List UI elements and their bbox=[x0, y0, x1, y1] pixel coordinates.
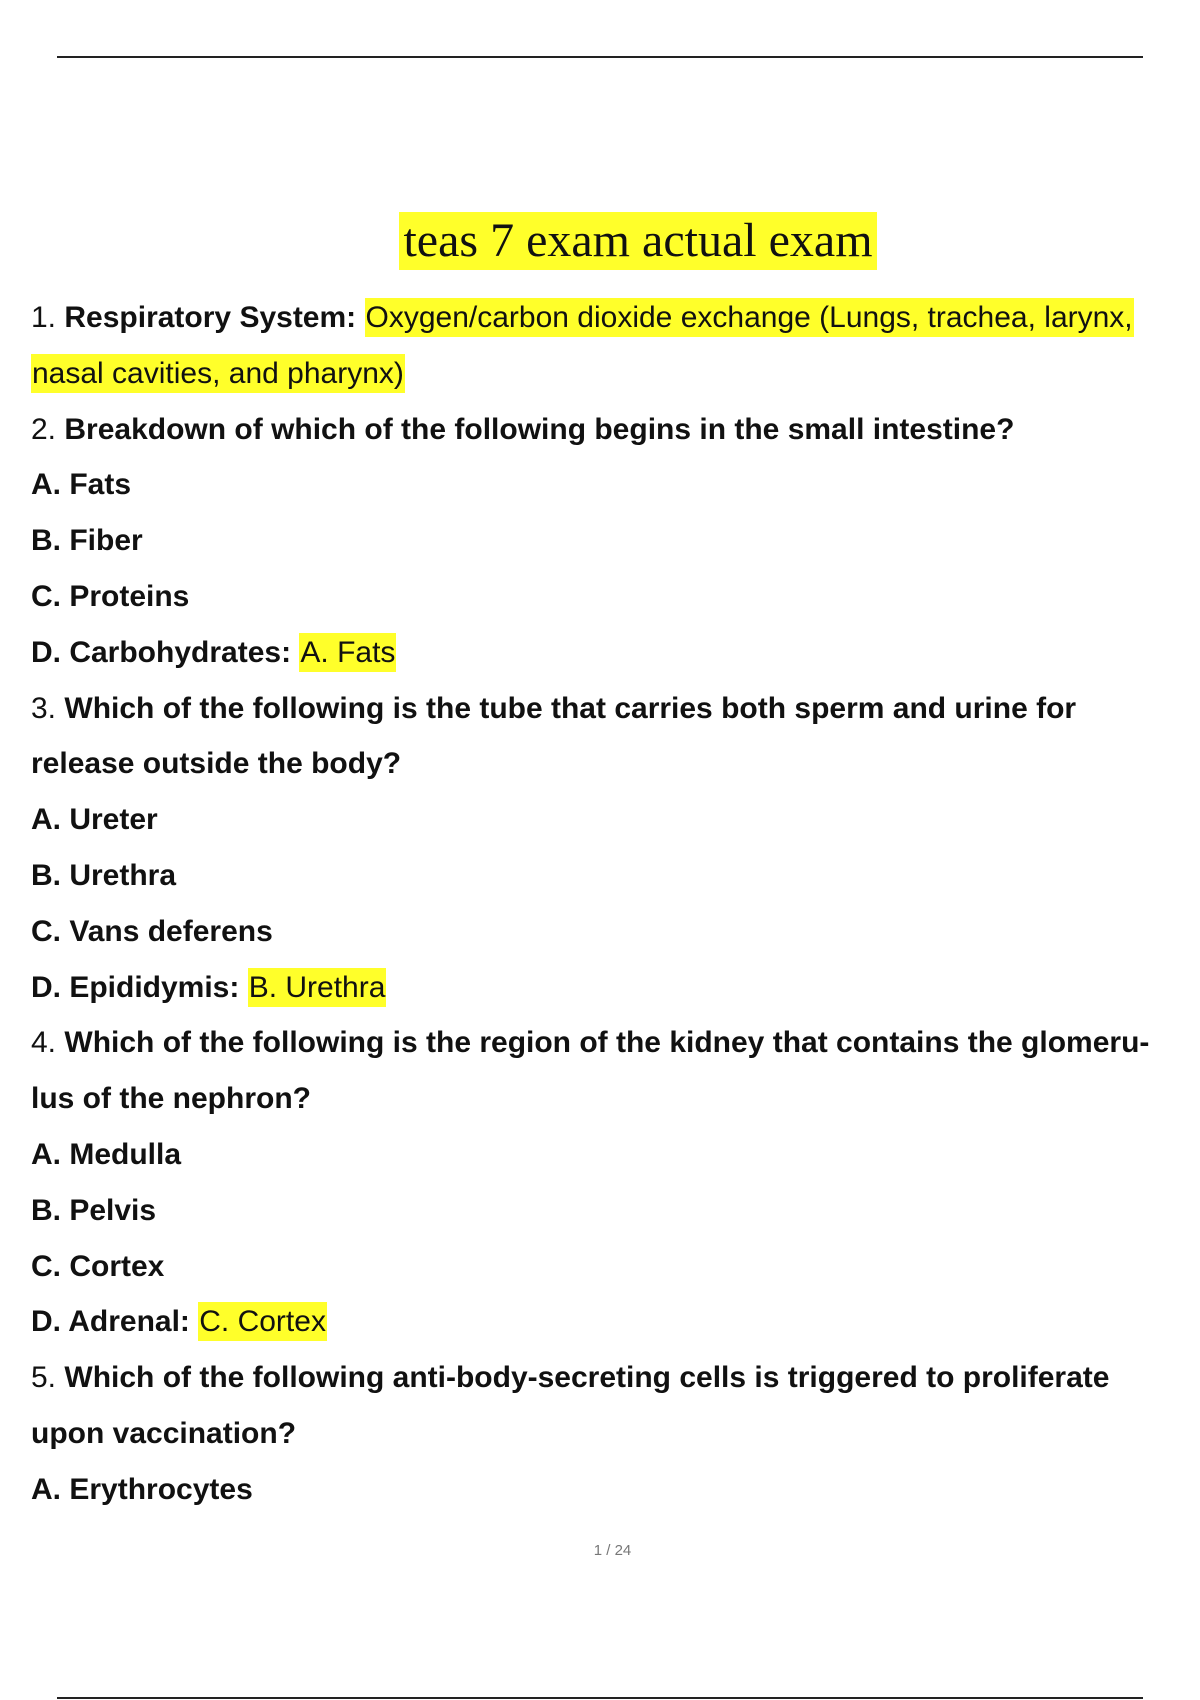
document-body bbox=[31, 290, 1200, 1518]
highlighted-answer: C. Cortex bbox=[198, 1302, 327, 1341]
top-rule bbox=[57, 56, 1143, 58]
document-title: teas 7 exam actual exam bbox=[399, 212, 876, 270]
option-d-text: D. Carbohydrates: bbox=[31, 635, 292, 669]
question-number: 4. bbox=[31, 1026, 57, 1060]
option-c: C. Vans deferens bbox=[31, 914, 273, 948]
question-3-stem-line-2: release outside the body? bbox=[31, 747, 402, 781]
question-2-stem bbox=[31, 402, 1200, 458]
option-d bbox=[31, 1294, 1200, 1350]
option-a: A. Fats bbox=[31, 468, 132, 502]
option-a: A. Erythrocytes bbox=[31, 1472, 253, 1506]
question-5-stem-line-2: upon vaccination? bbox=[31, 1416, 297, 1450]
question-number: 2. bbox=[31, 412, 57, 446]
bottom-rule bbox=[57, 1697, 1143, 1699]
question-3-stem-line-1 bbox=[31, 681, 1200, 737]
question-text: Which of the following is the region of the kidney that contains the glomeru- bbox=[64, 1026, 1150, 1060]
highlighted-answer: Oxygen/carbon dioxide exchange (Lungs, trachea, larynx, bbox=[365, 298, 1134, 337]
option-c: C. Proteins bbox=[31, 579, 190, 613]
question-5-stem-line-1 bbox=[31, 1350, 1200, 1406]
term-label: Respiratory System: bbox=[64, 301, 357, 334]
question-text: Breakdown of which of the following begins in the small intestine? bbox=[64, 412, 1015, 446]
option-a: A. Ureter bbox=[31, 803, 158, 837]
option-b: B. Fiber bbox=[31, 524, 143, 558]
question-text: Which of the following is the tube that carries both sperm and urine for bbox=[64, 691, 1077, 725]
highlighted-answer: nasal cavities, and pharynx) bbox=[31, 354, 405, 393]
option-b: B. Urethra bbox=[31, 858, 177, 892]
title-container bbox=[0, 212, 1200, 270]
question-1-line-2 bbox=[31, 346, 1200, 402]
question-4-stem-line-2: lus of the nephron? bbox=[31, 1082, 311, 1116]
question-number: 5. bbox=[31, 1361, 57, 1395]
highlighted-answer: A. Fats bbox=[299, 633, 396, 672]
question-number: 1. bbox=[31, 301, 57, 334]
question-text: Which of the following anti-body-secreting cells is triggered to proliferate bbox=[64, 1361, 1110, 1395]
option-c: C. Cortex bbox=[31, 1249, 165, 1283]
option-b: B. Pelvis bbox=[31, 1193, 157, 1227]
option-d-text: D. Epididymis: bbox=[31, 970, 240, 1004]
question-1-line-1 bbox=[31, 290, 1200, 346]
highlighted-answer: B. Urethra bbox=[248, 968, 387, 1007]
question-number: 3. bbox=[31, 691, 57, 725]
page-number: 1 / 24 bbox=[593, 1542, 632, 1559]
option-d bbox=[31, 960, 1200, 1016]
question-4-stem-line-1 bbox=[31, 1015, 1200, 1071]
option-a: A. Medulla bbox=[31, 1137, 182, 1171]
option-d bbox=[31, 625, 1200, 681]
option-d-text: D. Adrenal: bbox=[31, 1305, 190, 1339]
